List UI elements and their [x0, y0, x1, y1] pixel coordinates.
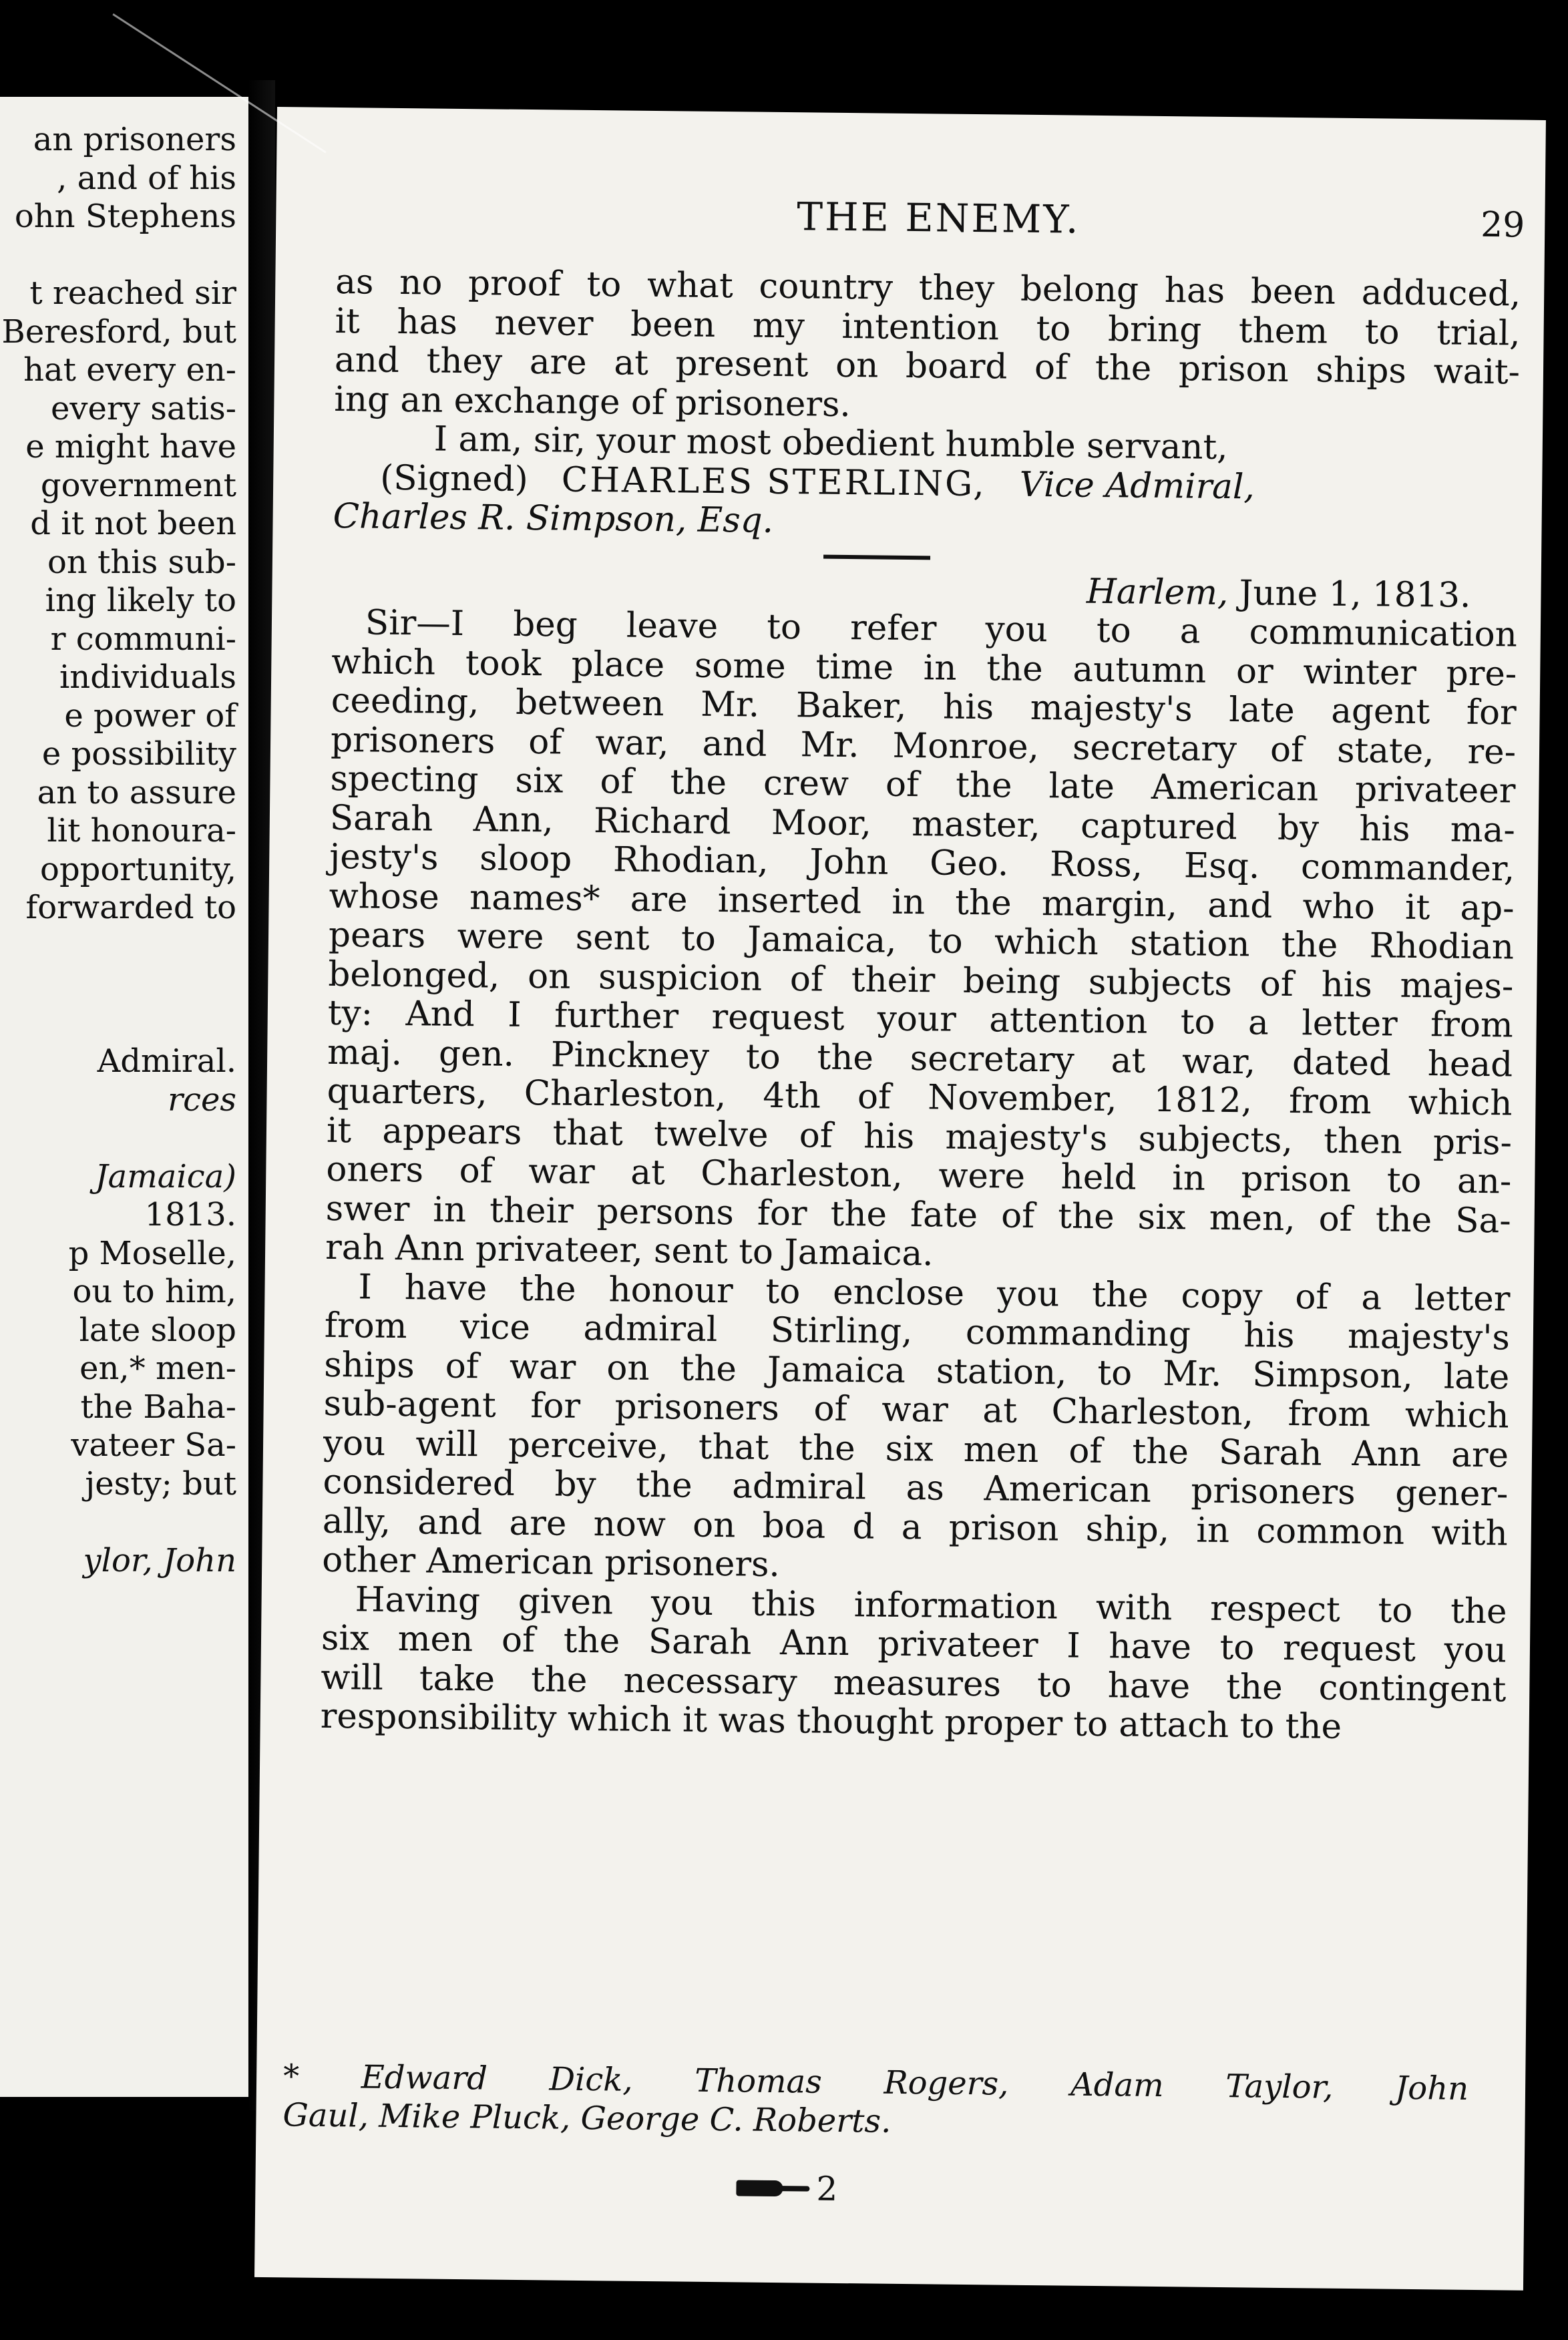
left-page-line: Jamaica)	[95, 1157, 236, 1195]
text-line: it appears that twelve of his majesty's subjects, then pris-	[326, 1110, 1513, 1163]
text-line: six men of the Sarah Ann privateer I have to request you	[321, 1617, 1507, 1671]
text-line: quarters, Charleston, 4th of November, 1812, from which	[327, 1070, 1513, 1124]
text-line: maj. gen. Pinckney to the secretary at war, dated head	[327, 1032, 1513, 1085]
signer-name: CHARLES STERLING,	[561, 459, 987, 504]
left-page-line: , and of his	[57, 159, 236, 197]
text-line: rah Ann privateer, sent to Jamaica.	[325, 1227, 934, 1274]
footnote	[282, 2057, 1468, 2147]
text-line: ally, and are now on boa d a prison ship, in common with	[322, 1501, 1509, 1553]
left-page-line: en,* men-	[79, 1350, 236, 1387]
paragraph-1	[325, 603, 1517, 1280]
left-page-line: on this sub-	[47, 543, 236, 581]
text-line: which took place some time in the autumn or winter pre-	[331, 641, 1517, 695]
pointing-hand-icon	[736, 2174, 809, 2202]
text-line: ships of war on the Jamaica station, to Mr. Simpson, late	[324, 1344, 1510, 1397]
footnote-line: Gaul, Mike Pluck, George C. Roberts.	[282, 2096, 892, 2140]
text-line: ing an exchange of prisoners.	[334, 379, 851, 425]
left-page-line: late sloop	[79, 1311, 236, 1349]
left-page-line: e might have	[25, 428, 236, 465]
text-line: from vice admiral Stirling, commanding his majesty's	[324, 1305, 1511, 1358]
letter-recipient: Charles R. Simpson, Esq.	[333, 496, 774, 541]
left-page-line: every satis-	[51, 389, 236, 427]
footnote-line: * Edward Dick, Thomas Rogers, Adam Taylor, John	[282, 2058, 1469, 2108]
text-line: specting six of the crew of the late American privateer	[330, 758, 1516, 811]
text-line: ty: And I further request your attention to a letter from	[327, 992, 1514, 1046]
left-page-line: ylor, John	[83, 1541, 236, 1579]
left-page-text	[0, 97, 248, 2097]
text-line: and they are at present on board of the prison ships wait-	[334, 339, 1521, 393]
left-page-line: government	[40, 466, 236, 504]
signed-label: (Signed)	[379, 457, 529, 500]
left-page-line: the Baha-	[80, 1388, 236, 1426]
letter1-body	[334, 262, 1521, 431]
text-line: prisoners of war, and Mr. Monroe, secretary of state, re-	[330, 719, 1517, 773]
section-divider	[823, 554, 930, 560]
left-page-line: lit honoura-	[47, 812, 236, 849]
paragraph-3	[321, 1579, 1507, 1748]
text-line: belonged, on suspicion of their being subjects of his majes-	[328, 954, 1514, 1007]
left-page-line: e possibility	[41, 735, 236, 773]
text-line: you will perceive, that the six men of the Sarah Ann are	[323, 1422, 1509, 1475]
right-page	[254, 107, 1546, 2291]
page-title: THE ENEMY.	[797, 194, 1081, 242]
text-line: whose names* are inserted in the margin, and who it ap-	[329, 875, 1515, 929]
left-page-line: an prisoners	[33, 121, 236, 158]
text-line: ceeding, between Mr. Baker, his majesty's late agent for	[331, 680, 1517, 733]
left-page-line: rces	[168, 1081, 236, 1119]
text-line: sub-agent for prisoners of war at Charleston, from which	[323, 1383, 1509, 1436]
left-page-line: an to assure	[37, 773, 236, 811]
text-line: Having given you this information with respect to the	[355, 1579, 1507, 1631]
dateline-place: Harlem,	[1086, 571, 1229, 613]
signature-number: 2	[816, 2169, 838, 2209]
left-page-line: d it not been	[30, 505, 236, 542]
left-page	[0, 97, 248, 2097]
text-line: I have the honour to enclose you the copy of a letter	[358, 1266, 1511, 1319]
text-line: it has never been my intention to bring them to trial,	[335, 301, 1521, 354]
left-page-line: vateer Sa-	[71, 1426, 236, 1464]
body-text	[321, 262, 1521, 1748]
left-page-line: r communi-	[50, 620, 236, 658]
text-line: will take the necessary measures to have the contingent	[321, 1657, 1507, 1710]
text-line: pears were sent to Jamaica, to which station the Rhodian	[328, 914, 1515, 968]
left-page-line: t reached sir	[29, 274, 236, 312]
left-page-line: individuals	[59, 658, 236, 696]
letter-closing: I am, sir, your most obedient humble servant,	[433, 419, 1228, 467]
text-line: other American prisoners.	[321, 1539, 781, 1585]
left-page-line: ou to him,	[72, 1273, 236, 1310]
left-page-line: ing likely to	[45, 582, 236, 619]
signer-title: Vice Admiral,	[1019, 464, 1255, 507]
text-line: as no proof to what country they belong has been adduced,	[335, 261, 1521, 315]
left-page-line: 1813.	[144, 1196, 236, 1233]
text-line: Sir—I beg leave to refer you to a communication	[365, 602, 1518, 655]
paragraph-2	[322, 1267, 1511, 1592]
running-head	[276, 188, 1545, 255]
dateline-date: June 1, 1813.	[1239, 572, 1471, 616]
left-page-line: Beresford, but	[1, 313, 236, 351]
left-page-line: Admiral.	[97, 1042, 236, 1080]
left-page-line: e power of	[64, 697, 236, 735]
left-page-line: opportunity,	[40, 850, 236, 888]
left-page-line: hat every en-	[23, 351, 236, 389]
signature-mark	[736, 2168, 837, 2208]
left-page-line: jesty; but	[85, 1465, 236, 1503]
left-page-line: ohn Stephens	[14, 198, 236, 235]
text-line: oners of war at Charleston, were held in prison to an-	[326, 1149, 1512, 1202]
text-line: considered by the admiral as American prisoners gener-	[323, 1461, 1509, 1515]
text-line: jesty's sloop Rhodian, John Geo. Ross, Esq. commander,	[329, 836, 1515, 890]
text-line: swer in their persons for the fate of the six men, of the Sa-	[325, 1188, 1512, 1241]
left-page-line: p Moselle,	[68, 1234, 236, 1272]
text-line: Sarah Ann, Richard Moor, master, captured by his ma-	[329, 797, 1516, 851]
page-number: 29	[1480, 204, 1525, 246]
left-page-line: forwarded to	[25, 889, 236, 926]
text-line: responsibility which it was thought proper to attach to the	[320, 1696, 1342, 1747]
